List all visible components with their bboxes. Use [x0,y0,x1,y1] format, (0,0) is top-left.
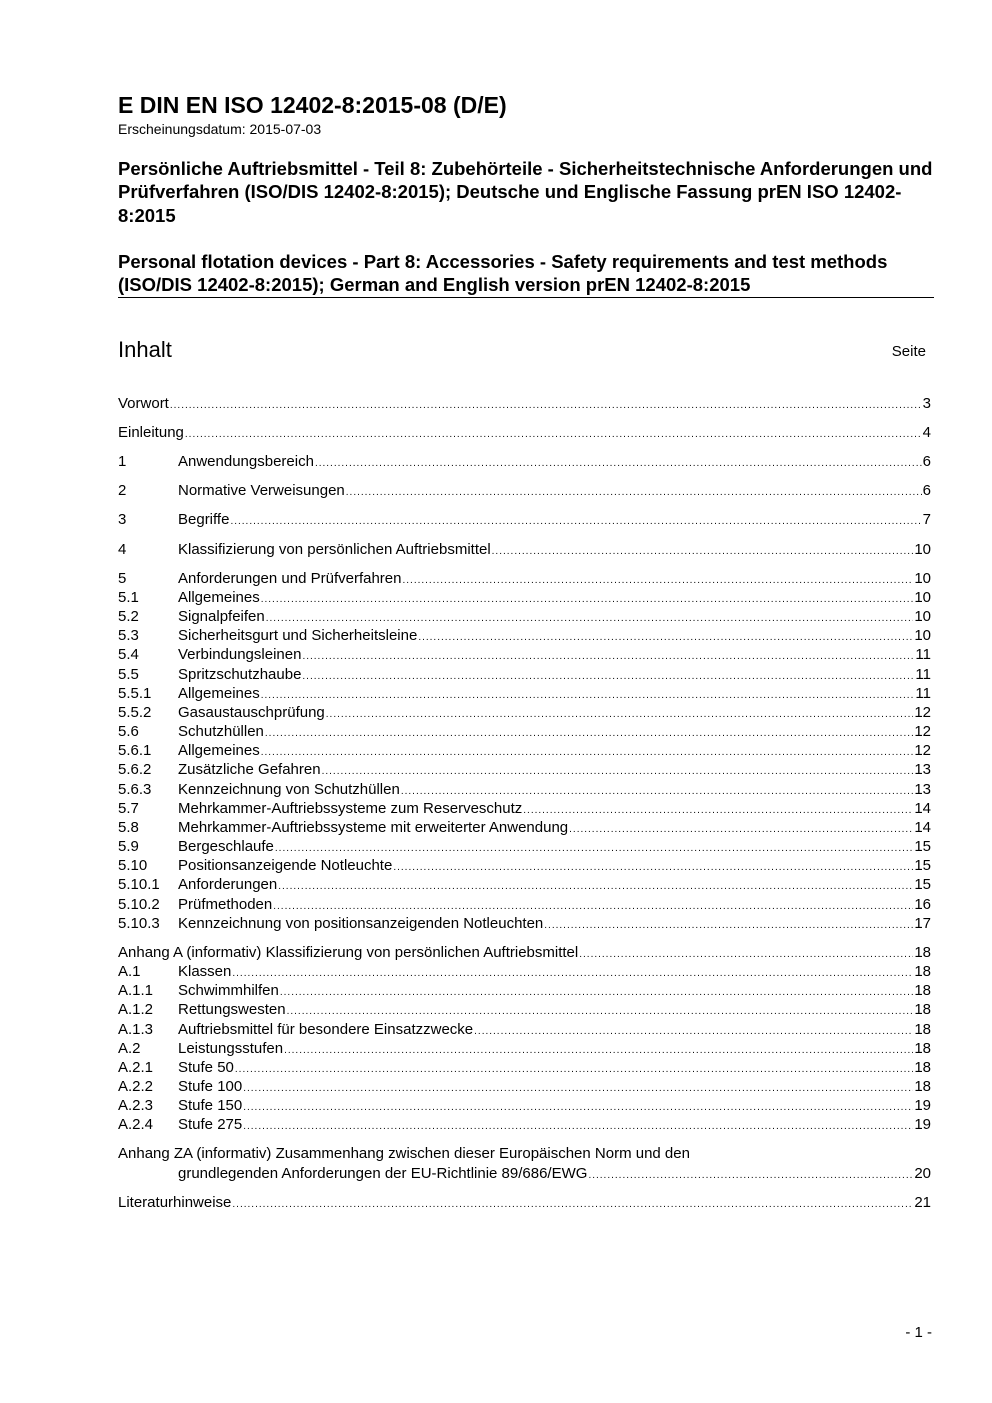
toc-entry-title: Anforderungen und Prüfverfahren [178,570,402,587]
toc-entry[interactable] [118,452,931,471]
toc-entry-title: Spritzschutzhaube [178,666,302,683]
toc-dot-leader [170,396,922,415]
toc-entry-page: 13 [914,781,931,798]
toc-entry-number: 5.10.2 [118,896,160,913]
toc-entry[interactable] [118,569,931,588]
title-german: Persönliche Auftriebsmittel - Teil 8: Zubehörteile - Sicherheitstechnische Anforderungen und Prüfverfahren (ISO/DIS 12402-8:2015); Deutsche und Englische Fassung prEN ISO 12402-8:2015 [118,158,933,226]
toc-entry-number: A.2.4 [118,1116,154,1133]
toc-entry[interactable] [118,895,931,914]
toc-entry-page: 10 [914,541,931,558]
toc-entry-title: Mehrkammer-Auftriebssysteme mit erweiterter Anwendung [178,819,569,836]
toc-entry-page: 11 [915,666,931,683]
toc-entry-title: Prüfmethoden [178,896,273,913]
toc-entry-title: Stufe 275 [178,1116,243,1133]
toc-entry-number: A.2.1 [118,1059,154,1076]
toc-entry-title: Kennzeichnung von Schutzhüllen [178,781,400,798]
toc-entry-page: 10 [914,570,931,587]
toc-entry-page: 18 [914,1059,931,1076]
toc-entry-page: 14 [914,800,931,817]
toc-dot-leader [243,1117,913,1136]
toc-entry[interactable] [118,818,931,837]
toc-entry-number: 5.6.1 [118,742,152,759]
toc-entry-title: Kennzeichnung von positionsanzeigenden Notleuchten [178,915,544,932]
toc-entry-title: Auftriebsmittel für besondere Einsatzzwecke [178,1021,474,1038]
toc-entry[interactable] [118,645,931,664]
toc-entry-number: 5.10.1 [118,876,160,893]
toc-entry-title: Einleitung [118,424,184,441]
toc-entry-page: 18 [914,963,931,980]
toc-dot-leader [322,762,914,781]
toc-entry-page: 7 [922,511,931,528]
toc-entry-page: 17 [914,915,931,932]
toc-entry-title: Begriffe [178,511,230,528]
toc-entry[interactable] [118,626,931,645]
toc-entry[interactable] [118,914,931,933]
toc-entry-page: 10 [914,608,931,625]
toc-entry-number: 5.5 [118,666,139,683]
toc-entry-page: 12 [914,742,931,759]
toc-entry[interactable] [118,780,931,799]
toc-entry-page: 11 [915,646,931,663]
toc-entry-title: Klassen [178,963,232,980]
toc-entry[interactable] [118,837,931,856]
toc-entry-page: 4 [922,424,931,441]
toc-entry-page: 16 [914,896,931,913]
toc-entry-number: 2 [118,482,127,499]
toc-entry-page: 21 [914,1194,931,1211]
toc-entry-title: Verbindungsleinen [178,646,302,663]
toc-dot-leader [544,916,913,935]
title-english: Personal flotation devices - Part 8: Accessories - Safety requirements and test methods (ISO/DIS 12402-8:2015); German and English version prEN 12402-8:2015 [118,251,888,296]
page-number: - 1 - [905,1324,932,1341]
toc-entry-page: 19 [914,1116,931,1133]
toc-entry-number: 5 [118,570,127,587]
toc-entry-page: 13 [914,761,931,778]
toc-entry[interactable] [118,703,931,722]
toc-entry[interactable] [118,741,931,760]
toc-entry-number: A.1 [118,963,141,980]
toc-entry-page: 11 [915,685,931,702]
toc-heading: Inhalt [118,337,172,362]
title-divider [118,297,934,298]
toc-entry[interactable] [118,665,931,684]
toc-entry-title: Vorwort [118,395,169,412]
toc-entry-number: 5.10 [118,857,148,874]
toc-entry[interactable] [118,799,931,818]
toc-entry-title: Signalpfeifen [178,608,265,625]
toc-entry[interactable] [118,684,931,703]
toc-entry-number: 5.6 [118,723,139,740]
toc-entry-number: 5.7 [118,800,139,817]
toc-dot-leader [278,877,913,896]
toc-entry-number: 5.9 [118,838,139,855]
toc-dot-leader [588,1166,913,1185]
toc-entry-title: Anhang A (informativ) Klassifizierung von persönlichen Auftriebsmittel [118,944,579,961]
toc-entry[interactable] [118,607,931,626]
toc-entry[interactable] [118,981,931,1000]
toc-dot-leader [492,542,914,561]
toc-entry-title: Bergeschlaufe [178,838,274,855]
toc-entry-title: Positionsanzeigende Notleuchte [178,857,393,874]
toc-entry[interactable] [118,1039,931,1058]
toc-entry[interactable] [118,1020,931,1039]
toc-entry-title: Stufe 50 [178,1059,234,1076]
toc-entry-number: 4 [118,541,127,558]
toc-entry-number: 5.8 [118,819,139,836]
toc-entry-page: 12 [914,723,931,740]
toc-entry-page: 14 [914,819,931,836]
document-number: E DIN EN ISO 12402-8:2015-08 (D/E) [118,92,507,118]
toc-entry-title: Gasaustauschprüfung [178,704,325,721]
toc-entry-page: 12 [914,704,931,721]
toc-entry-title: Sicherheitsgurt und Sicherheitsleine [178,627,418,644]
toc-entry-number: 5.2 [118,608,139,625]
toc-entry[interactable] [118,1096,931,1115]
toc-entry-page: 6 [922,482,931,499]
toc-entry-title: Klassifizierung von persönlichen Auftriebsmittel [178,541,491,558]
toc-dot-leader [346,483,922,502]
toc-entry-page: 18 [914,1001,931,1018]
toc-entry-number: A.1.1 [118,982,154,999]
toc-entry-number: 5.5.2 [118,704,152,721]
toc-entry-number: A.1.2 [118,1001,154,1018]
toc-entry-number: A.2.2 [118,1078,154,1095]
toc-entry-number: A.2 [118,1040,141,1057]
toc-entry-title: Stufe 100 [178,1078,243,1095]
toc-entry-page: 18 [914,982,931,999]
toc-dot-leader [185,425,922,444]
toc-entry-number: 5.1 [118,589,139,606]
toc-entry-title: Allgemeines [178,685,260,702]
toc-entry-title: Leistungsstufen [178,1040,284,1057]
toc-entry[interactable] [118,423,931,442]
toc-entry-page: 20 [914,1165,931,1182]
toc-entry[interactable] [118,1115,931,1134]
toc-entry[interactable] [118,943,931,962]
toc-entry-number: 5.4 [118,646,139,663]
toc-entry-title: Stufe 150 [178,1097,243,1114]
toc-entry[interactable] [118,1164,931,1183]
toc-dot-leader [287,1002,914,1021]
toc-entry-title: Anforderungen [178,876,278,893]
toc-entry-title: Allgemeines [178,742,260,759]
publication-date: Erscheinungsdatum: 2015-07-03 [118,121,322,137]
toc-entry-title: Mehrkammer-Auftriebssysteme zum Reserveschutz [178,800,523,817]
toc-entry-number: 5.6.2 [118,761,152,778]
toc-page-column-label: Seite [891,343,926,360]
toc-entry[interactable] [118,856,931,875]
toc-entry-title: Zusätzliche Gefahren [178,761,321,778]
toc-dot-leader [302,647,914,666]
toc-entry-page: 18 [914,1078,931,1095]
toc-entry-page: 6 [922,453,931,470]
toc-entry-number: 3 [118,511,127,528]
toc-entry[interactable] [118,962,931,981]
toc-entry[interactable] [118,510,931,529]
toc-entry-number: A.1.3 [118,1021,154,1038]
toc-entry[interactable] [118,588,931,607]
toc-entry-page: 19 [914,1097,931,1114]
toc-entry[interactable] [118,1000,931,1019]
toc-entry-title: grundlegenden Anforderungen der EU-Richtlinie 89/686/EWG [178,1165,588,1182]
toc-entry[interactable] [118,1193,931,1212]
toc-entry-page: 3 [922,395,931,412]
toc-entry[interactable] [118,1058,931,1077]
toc-entry-page: 18 [914,944,931,961]
toc-entry-number: A.2.3 [118,1097,154,1114]
toc-entry-page: 18 [914,1040,931,1057]
toc-entry-page: 18 [914,1021,931,1038]
toc-entry[interactable] [118,481,931,500]
toc-entry-title: Schutzhüllen [178,723,264,740]
toc-entry[interactable] [118,722,931,741]
toc-entry[interactable] [118,540,931,559]
toc-entry-number: 5.5.1 [118,685,152,702]
toc-entry-number: 5.3 [118,627,139,644]
toc-entry-page: 15 [914,838,931,855]
toc-dot-leader [230,512,921,531]
toc-dot-leader [232,1195,913,1214]
toc-entry-number: 5.6.3 [118,781,152,798]
toc-entry[interactable] [118,875,931,894]
toc-entry-title: Allgemeines [178,589,260,606]
toc-entry-title: Rettungswesten [178,1001,286,1018]
toc-entry-page: 10 [914,589,931,606]
toc-entry[interactable] [118,394,931,413]
toc-entry-number: 5.10.3 [118,915,160,932]
toc-entry[interactable] [118,1077,931,1096]
toc-entry-page: 10 [914,627,931,644]
toc-entry-page: 15 [914,876,931,893]
toc-entry-title: Schwimmhilfen [178,982,279,999]
toc-entry-title: Anwendungsbereich [178,453,314,470]
toc-entry-page: 15 [914,857,931,874]
toc-entry-title: Normative Verweisungen [178,482,345,499]
toc-entry[interactable] [118,760,931,779]
toc-entry-annex-za-line1[interactable]: Anhang ZA (informativ) Zusammenhang zwischen dieser Europäischen Norm und den [118,1145,690,1162]
toc-entry-title: Literaturhinweise [118,1194,232,1211]
toc-entry-number: 1 [118,453,127,470]
toc-dot-leader [315,454,922,473]
